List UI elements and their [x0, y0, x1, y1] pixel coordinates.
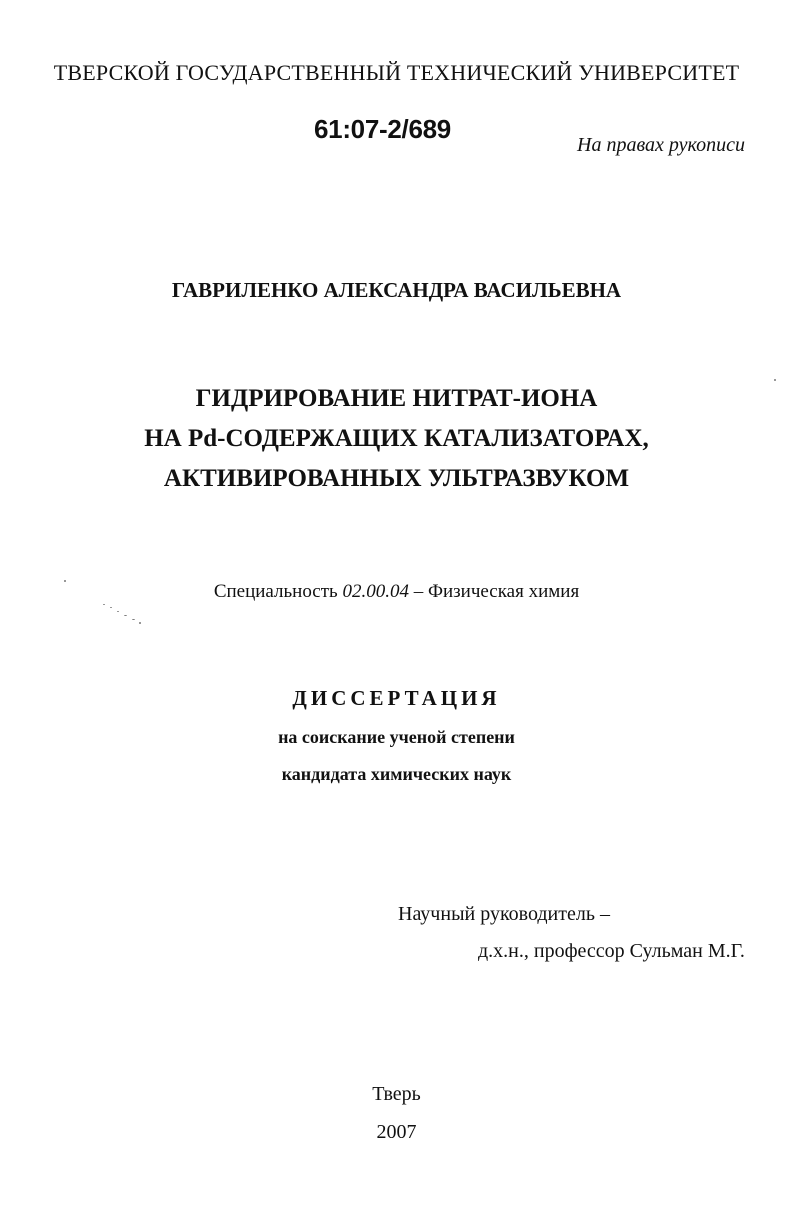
rights-note: На правах рукописи	[577, 134, 745, 156]
specialty	[0, 581, 793, 603]
scan-speck	[103, 604, 105, 605]
degree-line-2: кандидата химических наук	[281, 764, 512, 784]
title-line-2: НА Pd-СОДЕРЖАЩИХ КАТАЛИЗАТОРАХ,	[144, 425, 649, 452]
specialty-code: 02.00.04	[342, 581, 409, 602]
specialty-suffix: – Физическая химия	[408, 581, 580, 602]
year: 2007	[376, 1121, 417, 1143]
scan-speck	[117, 611, 119, 612]
title-line-3: АКТИВИРОВАННЫХ УЛЬТРАЗВУКОМ	[163, 465, 630, 492]
city: Тверь	[372, 1083, 421, 1105]
author-name: ГАВРИЛЕНКО АЛЕКСАНДРА ВАСИЛЬЕВНА	[171, 278, 622, 302]
title-line-1: ГИДРИРОВАНИЕ НИТРАТ-ИОНА	[195, 385, 598, 412]
scan-speck	[139, 622, 141, 624]
document-type: ДИССЕРТАЦИЯ	[292, 686, 501, 710]
supervisor-label: Научный руководитель –	[398, 903, 610, 925]
supervisor-name: д.х.н., профессор Сульман М.Г.	[478, 940, 745, 962]
specialty-prefix: Специальность	[213, 581, 343, 602]
catalog-number: 61:07-2/689	[314, 114, 451, 144]
scan-speck	[64, 580, 66, 582]
degree-line-1: на соискание ученой степени	[278, 727, 515, 747]
scan-speck	[132, 619, 135, 620]
scan-speck	[124, 615, 127, 616]
scan-speck	[774, 379, 776, 381]
scan-speck	[110, 607, 112, 608]
university-name: ТВЕРСКОЙ ГОСУДАРСТВЕННЫЙ ТЕХНИЧЕСКИЙ УНИВЕРСИТЕТ	[53, 60, 740, 85]
